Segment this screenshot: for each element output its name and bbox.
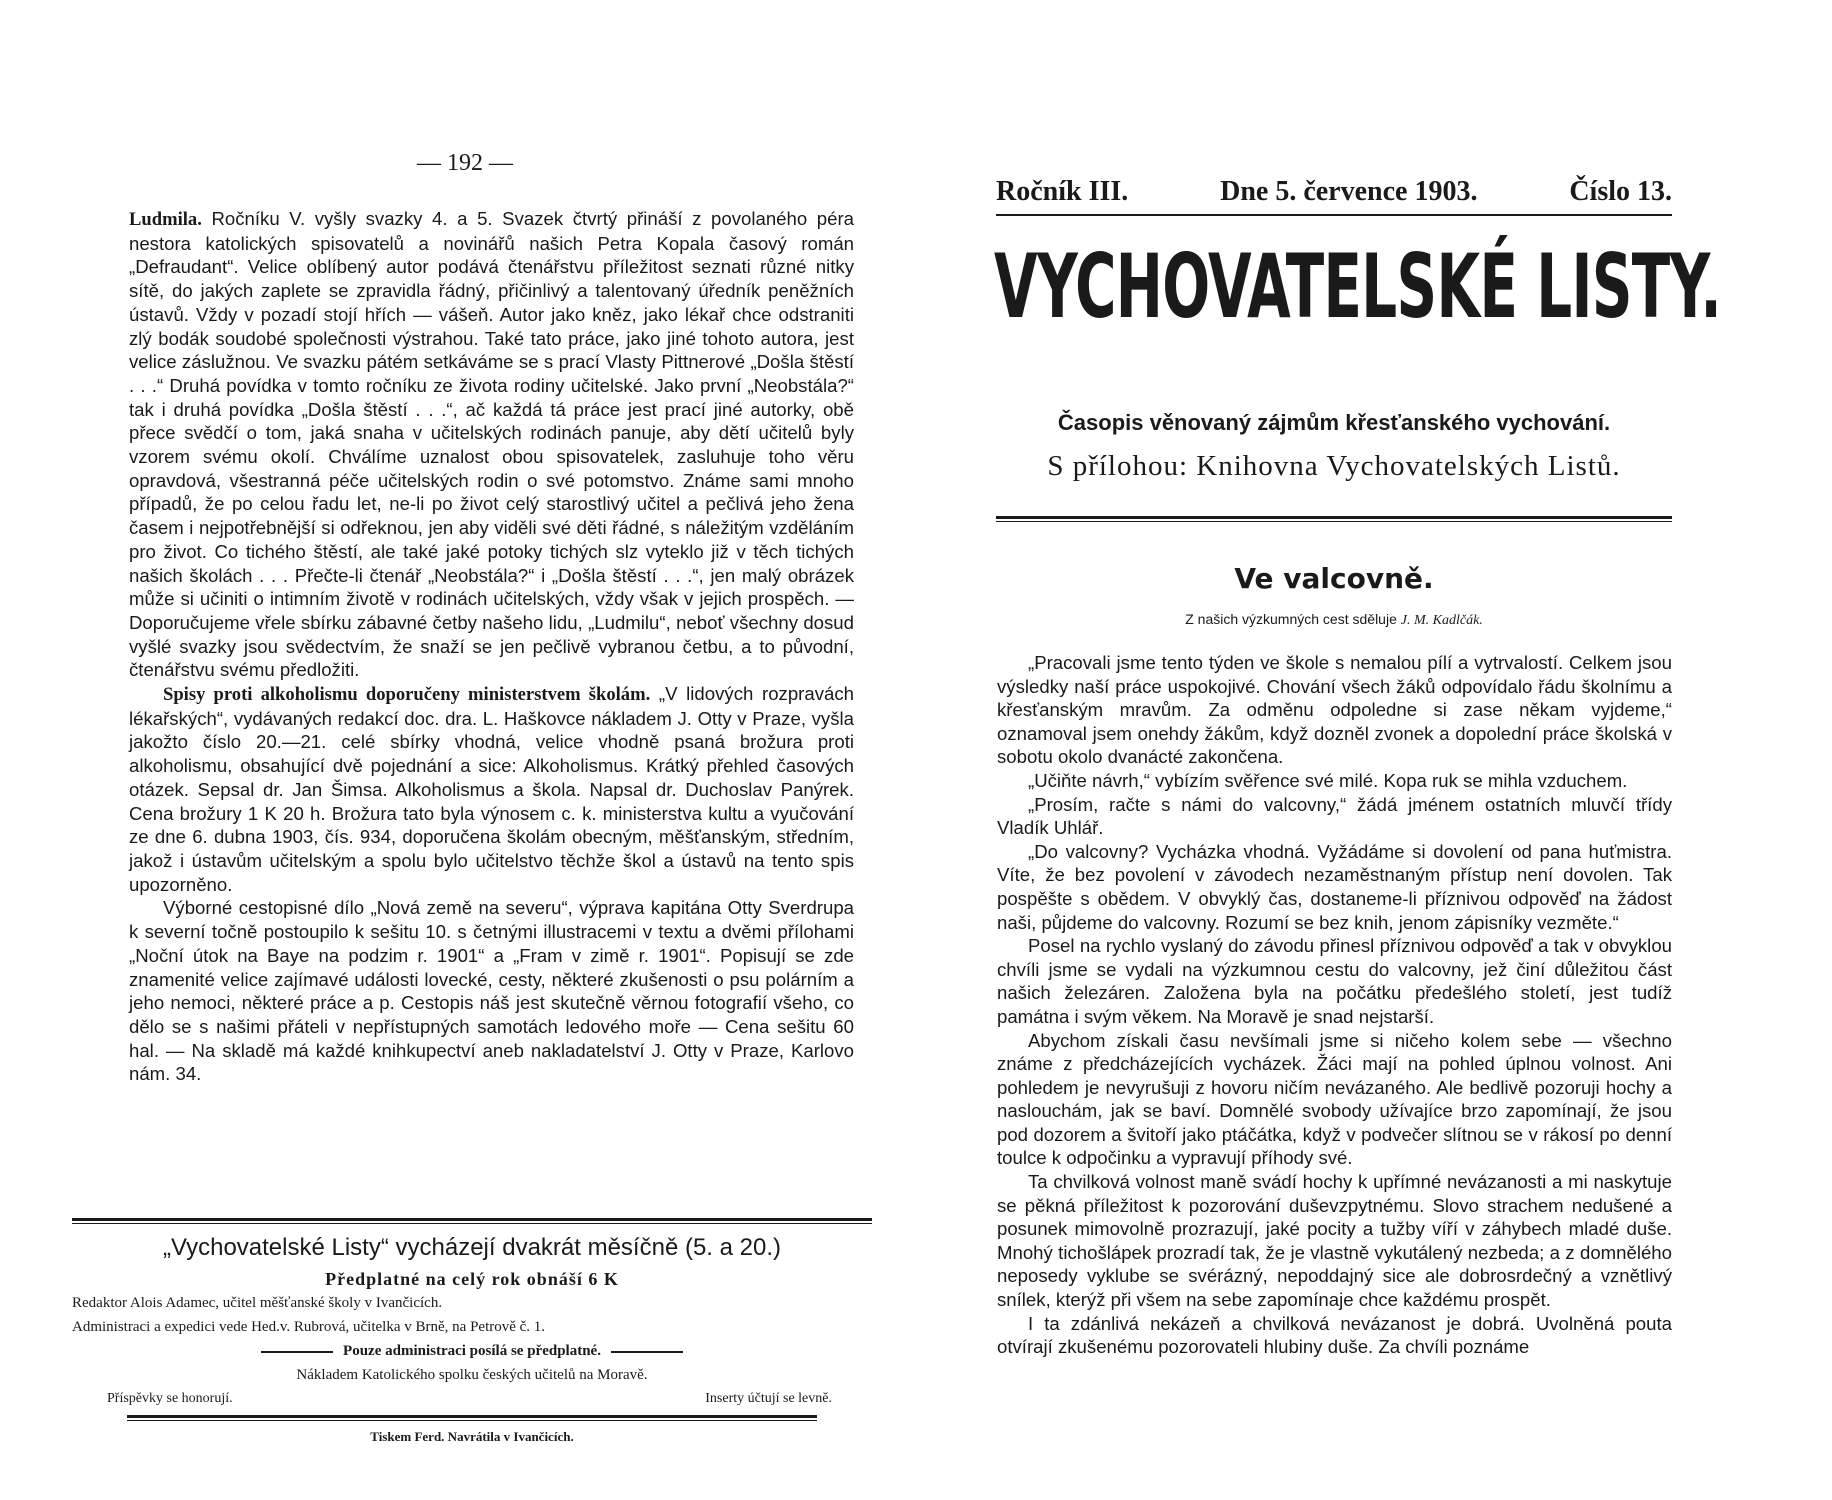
page-number: — 192 — xyxy=(417,150,513,176)
paragraph-lead: Spisy proti alkoholismu doporučeny ministerstvem školám. xyxy=(163,684,651,706)
issue-number: Číslo 13. xyxy=(1569,176,1672,207)
left-page-text xyxy=(129,207,854,1086)
masthead xyxy=(996,176,1672,208)
issue-date: Dne 5. července 1903. xyxy=(1220,176,1478,207)
divider-dash xyxy=(261,1351,333,1353)
article-paragraph: Posel na rychlo vyslaný do závodu přinesl příznivou odpověď a tak v obvyklou chvíli jsme se vydali na výzkumnou cestu do valcovny, jež činí důležitou část našich železáren. Založena byla na počátku předešlého století, jest tudíž památna i svým věkem. Na Moravě je snad nejstarší. xyxy=(997,935,1672,1027)
article-paragraph: „Do valcovny? Vycházka vhodná. Vyžádáme si dovolení od pana huťmistra. Víte, že bez povolení v závodech nezaměstnaným přístup není dovolen. Tak pospěšte s obědem. V obvyklý čas, dostaneme-li příznivou odpověď na žádost naši, půjdeme do valcovny. Rozumí se bez knih, jenom zápisníky vezměte.“ xyxy=(997,840,1672,933)
contributions-note: Příspěvky se honorují. xyxy=(107,1391,233,1406)
supplement-line: S přílohou: Knihovna Vychovatelských Listů. xyxy=(1047,450,1621,482)
article-paragraph: I ta zdánlivá nekázeň a chvilková nevázanost je dobrá. Uvolněná pouta otvírají zkušenému pozorovateli hlubiny duše. Za chvíli poznáme xyxy=(997,1312,1672,1358)
paragraph-alcoholism xyxy=(129,682,854,896)
subscription-note-row xyxy=(72,1339,872,1363)
article-byline xyxy=(996,611,1672,629)
right-page xyxy=(916,0,1832,1500)
article-paragraph: Abychom získali času nevšímali jsme si ničeho kolem sebe — všechno známe z předcházejících vycházek. Žáci mají na pohled úplnou volnost. Ani pohledem je nevyrušuji z hovoru ničím nevázaného. Ale bedlivě pozoruji hochy a naslouchám, jak se baví. Domnělé svobody užívajíce brzo zapomínají, že jsou pod dozorem a švitoří jako ptáčátka, když v podvečer slítnou se v rákosí po denní toulce k odpočinku a vypravují příhody své. xyxy=(997,1029,1672,1169)
article-paragraph: „Pracovali jsme tento týden ve škole s nemalou pílí a vytrvalostí. Celkem jsou výsledky naší práce uspokojivé. Chování všech žáků odpovídalo řádu školnímu a křesťanským mravům. Za odměnu odpoledne si zase někam vyjdeme,“ oznamoval jsem onehdy žákům, když dozněl zvonek a dopolední práce školská v sobotu okolo dvanácté zakončena. xyxy=(997,652,1672,768)
paragraph-ludmila xyxy=(129,207,854,682)
fees-row xyxy=(72,1387,872,1411)
divider-dash xyxy=(611,1351,683,1353)
imprint-box xyxy=(72,1233,872,1449)
adverts-note: Inserty účtují se levně. xyxy=(705,1391,832,1406)
imprint-bottom-rule xyxy=(127,1415,817,1421)
administration-line: Administraci a expedici vede Hed.v. Rubrová, učitelka v Brně, na Petrově č. 1. xyxy=(72,1319,546,1335)
subscription-note: Pouze administraci posílá se předplatné. xyxy=(343,1343,601,1359)
byline-prefix: Z našich výzkumných cest sděluje xyxy=(1185,611,1397,627)
editor-line: Redaktor Alois Adamec, učitel měšťanské školy v Ivančicích. xyxy=(72,1295,443,1311)
paragraph-body: „V lidových rozpravách lékařských“, vydávaných redakcí doc. dra. L. Haškovce nákladem J. Otty v Praze, vyšla jakožto číslo 20.—21. celé sbírky vhodná, velice vhodně psaná brožura proti alkoholismu, obsahující dvě pojednání a sice: Alkoholismus. Krátký přehled časových otázek. Sepsal dr. Jan Šimsa. Alkoholismus a škola. Napsal dr. Duchoslav Panýrek. Cena brožury 1 K 20 h. Brožura tato byla výnosem c. k. ministerstva kultu a vyučování ze dne 6. dubna 1903, čís. 934, doporučena školám obecným, měšťanským, středním, jakož i ústavům učitelským a spolu bylo učitelstvo těchže škol a ústavů na tento spis upozorněno. xyxy=(129,683,854,895)
publisher-line: Nákladem Katolického spolku českých učitelů na Moravě. xyxy=(296,1367,648,1383)
article-paragraph: Ta chvilková volnost maně svádí hochy k upřímné nevázanosti a mi naskytuje se pěkná příležitost k pozorování duševzpytnému. Slovo strachem nedušené a posunek mimovolně prozrazují, jaké pocity a tužby víří v záhybech mladé duše. Mnohý tichošlápek prozradí tak, že je vlastně vykutálený nezbeda; a z domnělého neposedy vyklube se svérázný, nepoddajný sice ale dobrosrdečný a vznětlivý snílek, kterýž při všem na sebe zapomínaje chce každému prospět. xyxy=(997,1171,1672,1311)
volume-label: Ročník III. xyxy=(996,176,1129,207)
byline-author: J. M. Kadlčák. xyxy=(1400,613,1483,628)
journal-subtitle: Časopis věnovaný zájmům křesťanského vychování. xyxy=(1057,410,1611,435)
imprint-top-rule xyxy=(72,1218,872,1224)
title-divider xyxy=(996,516,1672,522)
article-paragraph: „Prosím, račte s námi do valcovny,“ žádá jménem ostatních mluvčí třídy Vladík Uhlář. xyxy=(997,793,1672,839)
paragraph-body: Ročníku V. vyšly svazky 4. a 5. Svazek čtvrtý přináší z povolaného péra nestora katolických spisovatelů a novinářů našich Petra Kopala časový román „Defraudant“. Velice oblíbený autor podává čtenářstvu příležitost seznati různé nitky sítě, do jakých zaplete se zpravidla řádný, přičinlivý a talentovaný úředník peněžních ústavů. Vždy v pozadí stojí hřích — vášeň. Autor jako kněz, jako lékař chce odstraniti zlý bodák soudobé společnosti výstrahou. Také tato práce, jako jiné tohoto autora, jest velice záslužnou. Ve svazku pátém setkáváme se s prací Vlasty Pittnerové „Došla štěstí . . .“ Druhá povídka v tomto ročníku ze života rodiny učitelské. Jako první „Neobstála?“ tak i druhá povídka „Došla štěstí . . .“, ač každá tá práce jest prací jiné autorky, obě přece svědčí o tom, jaká snaha v učitelských rodinách panuje, aby dětí učitelů byly vzorem svému okolí. Chválíme uznalost obou spisovatelek, zasluhuje toho věru opravdová, všestranná péče učitelských rodin o své potomstvo. Známe sami mnoho případů, že po celou řadu let, ne-li po život celý starostlivý učitel a pečlivá jeho žena časem i nejpotřebnější si odřeknou, jen aby viděli své děti řádné, s náležitým vzděláním pro život. Co tichého štěstí, ale také jaké potoky tichých slz vyteklo již v těch tichých našich školách . . . Přečte-li čtenář „Neobstála?“ i „Došla štěstí . . .“, jen malý obrázek může si učiniti o intimním životě v rodinách učitelských, vždy však v jejich prospěch. — Doporučujeme vřele sbírku zábavné četby našeho lidu, „Ludmilu“, neboť všechny dosud vyšlé svazky jsou svědectvím, že snaží se jen pečlivě vybranou četbu, a to původní, čtenářstvu svému předložiti. xyxy=(129,208,854,681)
masthead-rule xyxy=(996,214,1672,216)
paragraph-lead: Ludmila. xyxy=(129,209,202,230)
subscription-price: Předplatné na celý rok obnáší 6 K xyxy=(325,1269,619,1289)
imprint-heading: „Vychovatelské Listy“ vycházejí dvakrát měsíčně (5. a 20.) xyxy=(162,1234,782,1261)
article-title: Ve valcovně. xyxy=(1234,562,1434,595)
paragraph-nova-zeme xyxy=(129,896,854,1086)
paragraph-body: Výborné cestopisné dílo „Nová země na severu“, výprava kapitána Otty Sverdrupa k severní točně postoupilo k sešitu 10. s četnými illustracemi v textu a dvěmi přílohami „Noční útok na Baye na podzim r. 1901“ a „Fram v zimě r. 1901“. Popisují se zde znamenité velice zajímavé události lovecké, cesty, některé zkušenosti o psu polárním a jeho nemoci, některé práce a p. Cestopis náš jest skutečně věrnou fotografií všeho, co dělo se s našimi přáteli v nepřístupných samotách ledového moře — Cena sešitu 60 hal. — Na skladě má každé knihkupectví aneb nakladatelství J. Otty v Praze, Karlovo nám. 34. xyxy=(129,897,854,1085)
journal-title: VYCHOVATELSKÉ LISTY. xyxy=(994,235,1722,338)
printer-line: Tiskem Ferd. Navrátila v Ivančicích. xyxy=(370,1429,574,1444)
article-body xyxy=(997,651,1672,1359)
article-paragraph: „Učiňte návrh,“ vybízím svěřence své milé. Kopa ruk se mihla vzduchem. xyxy=(1028,769,1628,791)
